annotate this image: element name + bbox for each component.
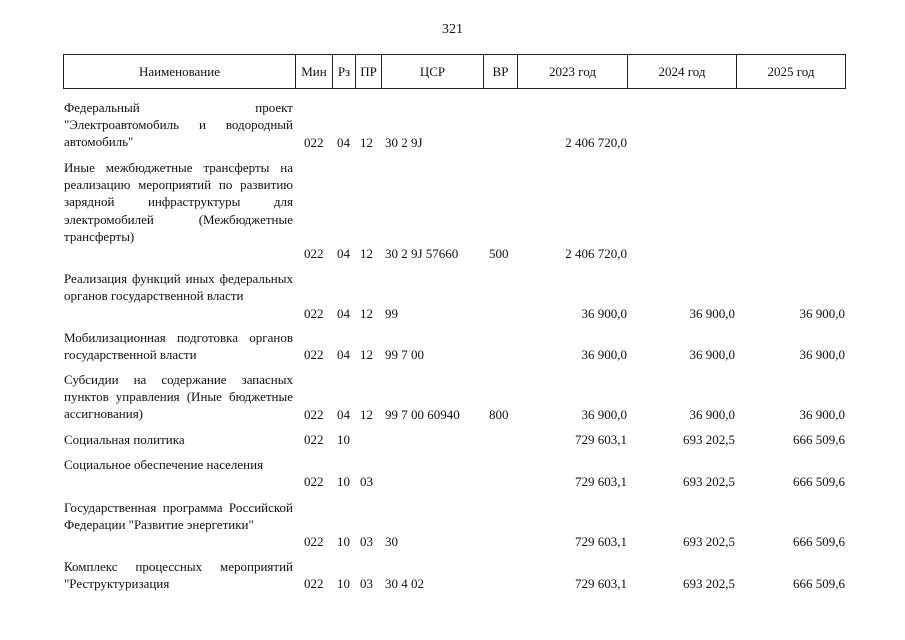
row-2023: 36 900,0 <box>581 407 627 422</box>
row-2023: 36 900,0 <box>581 306 627 321</box>
row-2024: 693 202,5 <box>683 534 735 549</box>
row-min: 022 <box>304 347 324 362</box>
row-2023: 2 406 720,0 <box>565 135 627 150</box>
row-rz: 04 <box>337 246 350 261</box>
row-vr: 800 <box>489 407 509 422</box>
row-csr: 30 2 9J 57660 <box>385 246 459 261</box>
row-2025: 666 509,6 <box>793 474 845 489</box>
table-header <box>63 54 846 89</box>
row-pr: 12 <box>360 246 373 261</box>
row-pr: 12 <box>360 347 373 362</box>
row-rz: 10 <box>337 534 350 549</box>
header-csr: ЦСР <box>382 55 484 88</box>
header-2025: 2025 год <box>767 64 815 79</box>
row-rz: 04 <box>337 347 350 362</box>
page-number: 321 <box>442 22 463 37</box>
row-rz: 04 <box>337 407 350 422</box>
row-min: 022 <box>304 246 324 261</box>
row-min: 022 <box>304 135 324 150</box>
row-min: 022 <box>304 306 324 321</box>
row-name: Социальное обеспечение населения <box>64 457 264 472</box>
row-2023: 729 603,1 <box>575 534 627 549</box>
row-csr: 30 2 9J <box>385 135 423 150</box>
header-2023: 2023 год <box>518 55 628 88</box>
header-2024: 2024 год <box>628 55 737 88</box>
row-2023: 729 603,1 <box>575 576 627 591</box>
row-name: Социальная политика <box>64 432 185 447</box>
row-2024: 693 202,5 <box>683 576 735 591</box>
row-2024: 36 900,0 <box>689 347 735 362</box>
row-name: Государственная программа Российской Федерации "Развитие энергетики" <box>64 500 293 533</box>
row-name: Федеральный проект "Электроавтомобиль и водородный автомобиль" <box>64 100 293 150</box>
row-2024: 693 202,5 <box>683 474 735 489</box>
header-pr: ПР <box>356 55 382 88</box>
row-csr: 99 7 00 <box>385 347 424 362</box>
row-rz: 10 <box>337 474 350 489</box>
row-2025: 666 509,6 <box>793 534 845 549</box>
row-min: 022 <box>304 474 324 489</box>
row-2025: 666 509,6 <box>793 432 845 447</box>
row-2024: 36 900,0 <box>689 306 735 321</box>
row-vr: 500 <box>489 246 509 261</box>
row-name: Иные межбюджетные трансферты на реализацию мероприятий по развитию зарядной инфраструктуры для электромобилей (Межбюджетные трансферты) <box>64 160 293 244</box>
row-pr: 12 <box>360 135 373 150</box>
row-csr: 99 <box>385 306 398 321</box>
row-2024: 693 202,5 <box>683 432 735 447</box>
row-name: Комплекс процессных мероприятий "Реструктуризация <box>64 559 293 592</box>
row-min: 022 <box>304 432 324 447</box>
row-csr: 30 4 02 <box>385 576 424 591</box>
row-2023: 36 900,0 <box>581 347 627 362</box>
row-2025: 666 509,6 <box>793 576 845 591</box>
row-rz: 10 <box>337 576 350 591</box>
row-min: 022 <box>304 576 324 591</box>
row-csr: 30 <box>385 534 398 549</box>
header-rz: Рз <box>333 55 356 88</box>
row-2023: 2 406 720,0 <box>565 246 627 261</box>
row-2025: 36 900,0 <box>799 306 845 321</box>
row-2023: 729 603,1 <box>575 474 627 489</box>
row-name: Мобилизационная подготовка органов государственной власти <box>64 330 293 363</box>
row-2023: 729 603,1 <box>575 432 627 447</box>
row-rz: 10 <box>337 432 350 447</box>
row-2025: 36 900,0 <box>799 347 845 362</box>
header-vr: ВР <box>484 55 518 88</box>
row-csr: 99 7 00 60940 <box>385 407 460 422</box>
row-2025: 36 900,0 <box>799 407 845 422</box>
row-rz: 04 <box>337 135 350 150</box>
header-name: Наименование <box>64 55 296 88</box>
row-pr: 12 <box>360 407 373 422</box>
row-pr: 03 <box>360 576 373 591</box>
row-min: 022 <box>304 534 324 549</box>
row-pr: 12 <box>360 306 373 321</box>
row-min: 022 <box>304 407 324 422</box>
row-pr: 03 <box>360 474 373 489</box>
row-2024: 36 900,0 <box>689 407 735 422</box>
row-rz: 04 <box>337 306 350 321</box>
row-pr: 03 <box>360 534 373 549</box>
row-name: Реализация функций иных федеральных органов государственной власти <box>64 271 293 304</box>
header-min: Мин <box>296 55 333 88</box>
row-name: Субсидии на содержание запасных пунктов управления (Иные бюджетные ассигнования) <box>64 372 293 422</box>
